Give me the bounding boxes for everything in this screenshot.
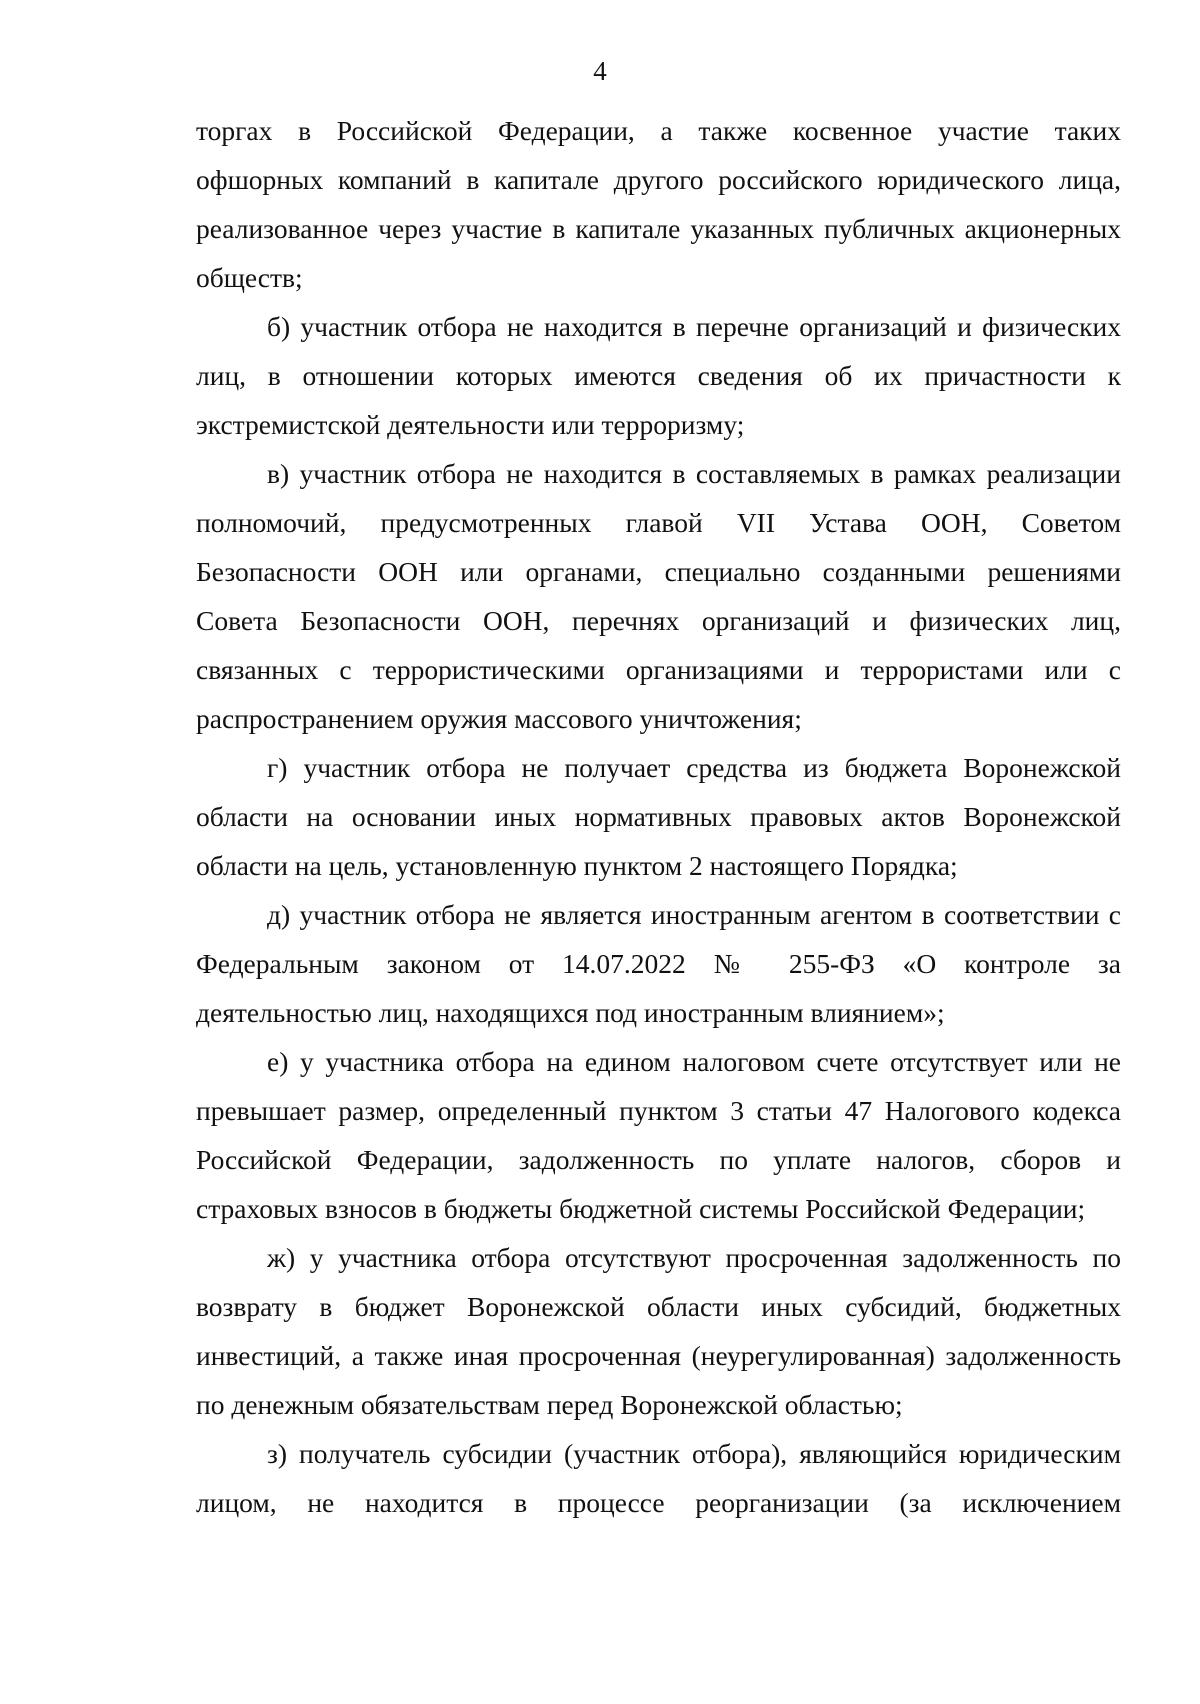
page-number: 4: [593, 56, 607, 86]
text-line: е) у участника отбора на едином налоговом счете отсутствует или не: [267, 1046, 1121, 1077]
text-line: полномочий, предусмотренных главой VII Устава ООН, Советом: [196, 507, 1121, 538]
paragraph-z: [196, 1429, 1121, 1527]
paragraph-v: [196, 449, 1121, 743]
text-line: б) участник отбора не находится в перечне организаций и физических: [267, 311, 1121, 342]
text-line: офшорных компаний в капитале другого российского юридического лица,: [196, 164, 1121, 195]
text-line: Совета Безопасности ООН, перечнях организаций и физических лиц,: [196, 605, 1121, 636]
text-line: деятельностью лиц, находящихся под иностранным влиянием»;: [196, 997, 945, 1028]
text-line: д) участник отбора не является иностранным агентом в соответствии с: [267, 899, 1121, 930]
text-line: области на цель, установленную пунктом 2 настоящего Порядка;: [196, 850, 958, 881]
text-line: з) получатель субсидии (участник отбора), являющийся юридическим: [267, 1438, 1121, 1469]
paragraph-continuation: [196, 106, 1121, 302]
text-line: в) участник отбора не находится в составляемых в рамках реализации: [267, 458, 1121, 489]
text-line: возврату в бюджет Воронежской области иных субсидий, бюджетных: [196, 1291, 1121, 1322]
text-line: распространением оружия массового уничтожения;: [196, 703, 802, 734]
text-line: области на основании иных нормативных правовых актов Воронежской: [196, 801, 1121, 832]
text-line: лицом, не находится в процессе реорганизации (за исключением: [196, 1487, 1121, 1518]
paragraph-e: [196, 1037, 1121, 1233]
text-line: Федеральным законом от 14.07.2022 № 255-ФЗ «О контроле за: [196, 948, 1121, 979]
paragraph-d: [196, 890, 1121, 1037]
text-line: экстремистской деятельности или терроризму;: [196, 409, 745, 440]
text-line: торгах в Российской Федерации, а также косвенное участие таких: [196, 115, 1121, 146]
text-line: г) участник отбора не получает средства из бюджета Воронежской: [267, 752, 1121, 783]
document-body: [196, 106, 1121, 1527]
text-line: обществ;: [196, 262, 303, 293]
paragraph-zh: [196, 1233, 1121, 1429]
text-line: лиц, в отношении которых имеются сведения об их причастности к: [196, 360, 1121, 391]
text-line: реализованное через участие в капитале указанных публичных акционерных: [196, 213, 1121, 244]
text-line: по денежным обязательствам перед Воронежской областью;: [196, 1389, 903, 1420]
text-line: связанных с террористическими организациями и террористами или с: [196, 654, 1121, 685]
paragraph-b: [196, 302, 1121, 449]
paragraph-g: [196, 743, 1121, 890]
text-line: ж) у участника отбора отсутствуют просроченная задолженность по: [267, 1242, 1121, 1273]
text-line: Безопасности ООН или органами, специально созданными решениями: [196, 556, 1121, 587]
text-line: Российской Федерации, задолженность по уплате налогов, сборов и: [196, 1144, 1121, 1175]
text-line: страховых взносов в бюджеты бюджетной системы Российской Федерации;: [196, 1193, 1086, 1224]
text-line: инвестиций, а также иная просроченная (неурегулированная) задолженность: [196, 1340, 1121, 1371]
text-line: превышает размер, определенный пунктом 3 статьи 47 Налогового кодекса: [196, 1095, 1121, 1126]
